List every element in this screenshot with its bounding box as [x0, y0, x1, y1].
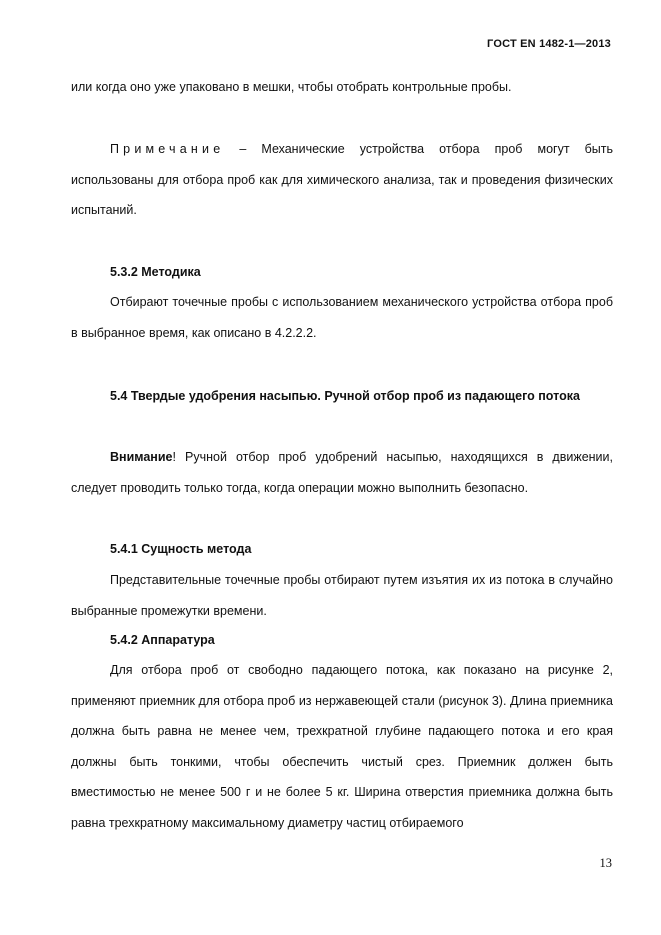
note-dash: –: [224, 142, 262, 156]
note-paragraph: [71, 134, 613, 226]
section-5-4-1-heading: 5.4.1 Сущность метода: [110, 542, 252, 556]
page-number: 13: [599, 856, 612, 870]
warning-paragraph: [71, 442, 613, 503]
section-5-4-2-heading: 5.4.2 Аппаратура: [110, 633, 215, 647]
section-5-4-2-text: Для отбора проб от свободно падающего потока, как показано на рисунке 2, применяют приемник для отбора проб из нержавеющей стали (рисунок 3). Длина приемника должна быть равна не менее чем, трехкратной глубине падающего потока и его края должны быть тонкими, чтобы обеспечить чистый срез. Приемник должен быть вместимостью не менее 500 г и не более 5 кг. Ширина отверстия приемника должна быть равна трехкратному максимальному диаметру частиц отбираемого: [71, 663, 613, 830]
warning-text: ! Ручной отбор проб удобрений насыпью, находящихся в движении, следует проводить только тогда, когда операции можно выполнить безопасно.: [71, 450, 613, 495]
section-5-4-1-text: Представительные точечные пробы отбирают путем изъятия их из потока в случайно выбранные промежутки времени.: [71, 573, 613, 618]
document-standard-header: ГОСТ EN 1482-1—2013: [487, 38, 611, 50]
note-text: Механические устройства отбора проб могут быть использованы для отбора проб как для химического анализа, так и проведения физических испытаний.: [71, 142, 613, 217]
section-5-3-2-heading: 5.3.2 Методика: [110, 265, 201, 279]
section-5-4-heading: 5.4 Твердые удобрения насыпью. Ручной отбор проб из падающего потока: [110, 389, 580, 403]
section-5-3-2-text: Отбирают точечные пробы с использованием механического устройства отбора проб в выбранное время, как описано в 4.2.2.2.: [71, 295, 613, 340]
warning-label: Внимание: [110, 450, 173, 464]
continuation-paragraph: или когда оно уже упаковано в мешки, чтобы отобрать контрольные пробы.: [71, 80, 512, 94]
note-label: Примечание: [110, 142, 225, 156]
